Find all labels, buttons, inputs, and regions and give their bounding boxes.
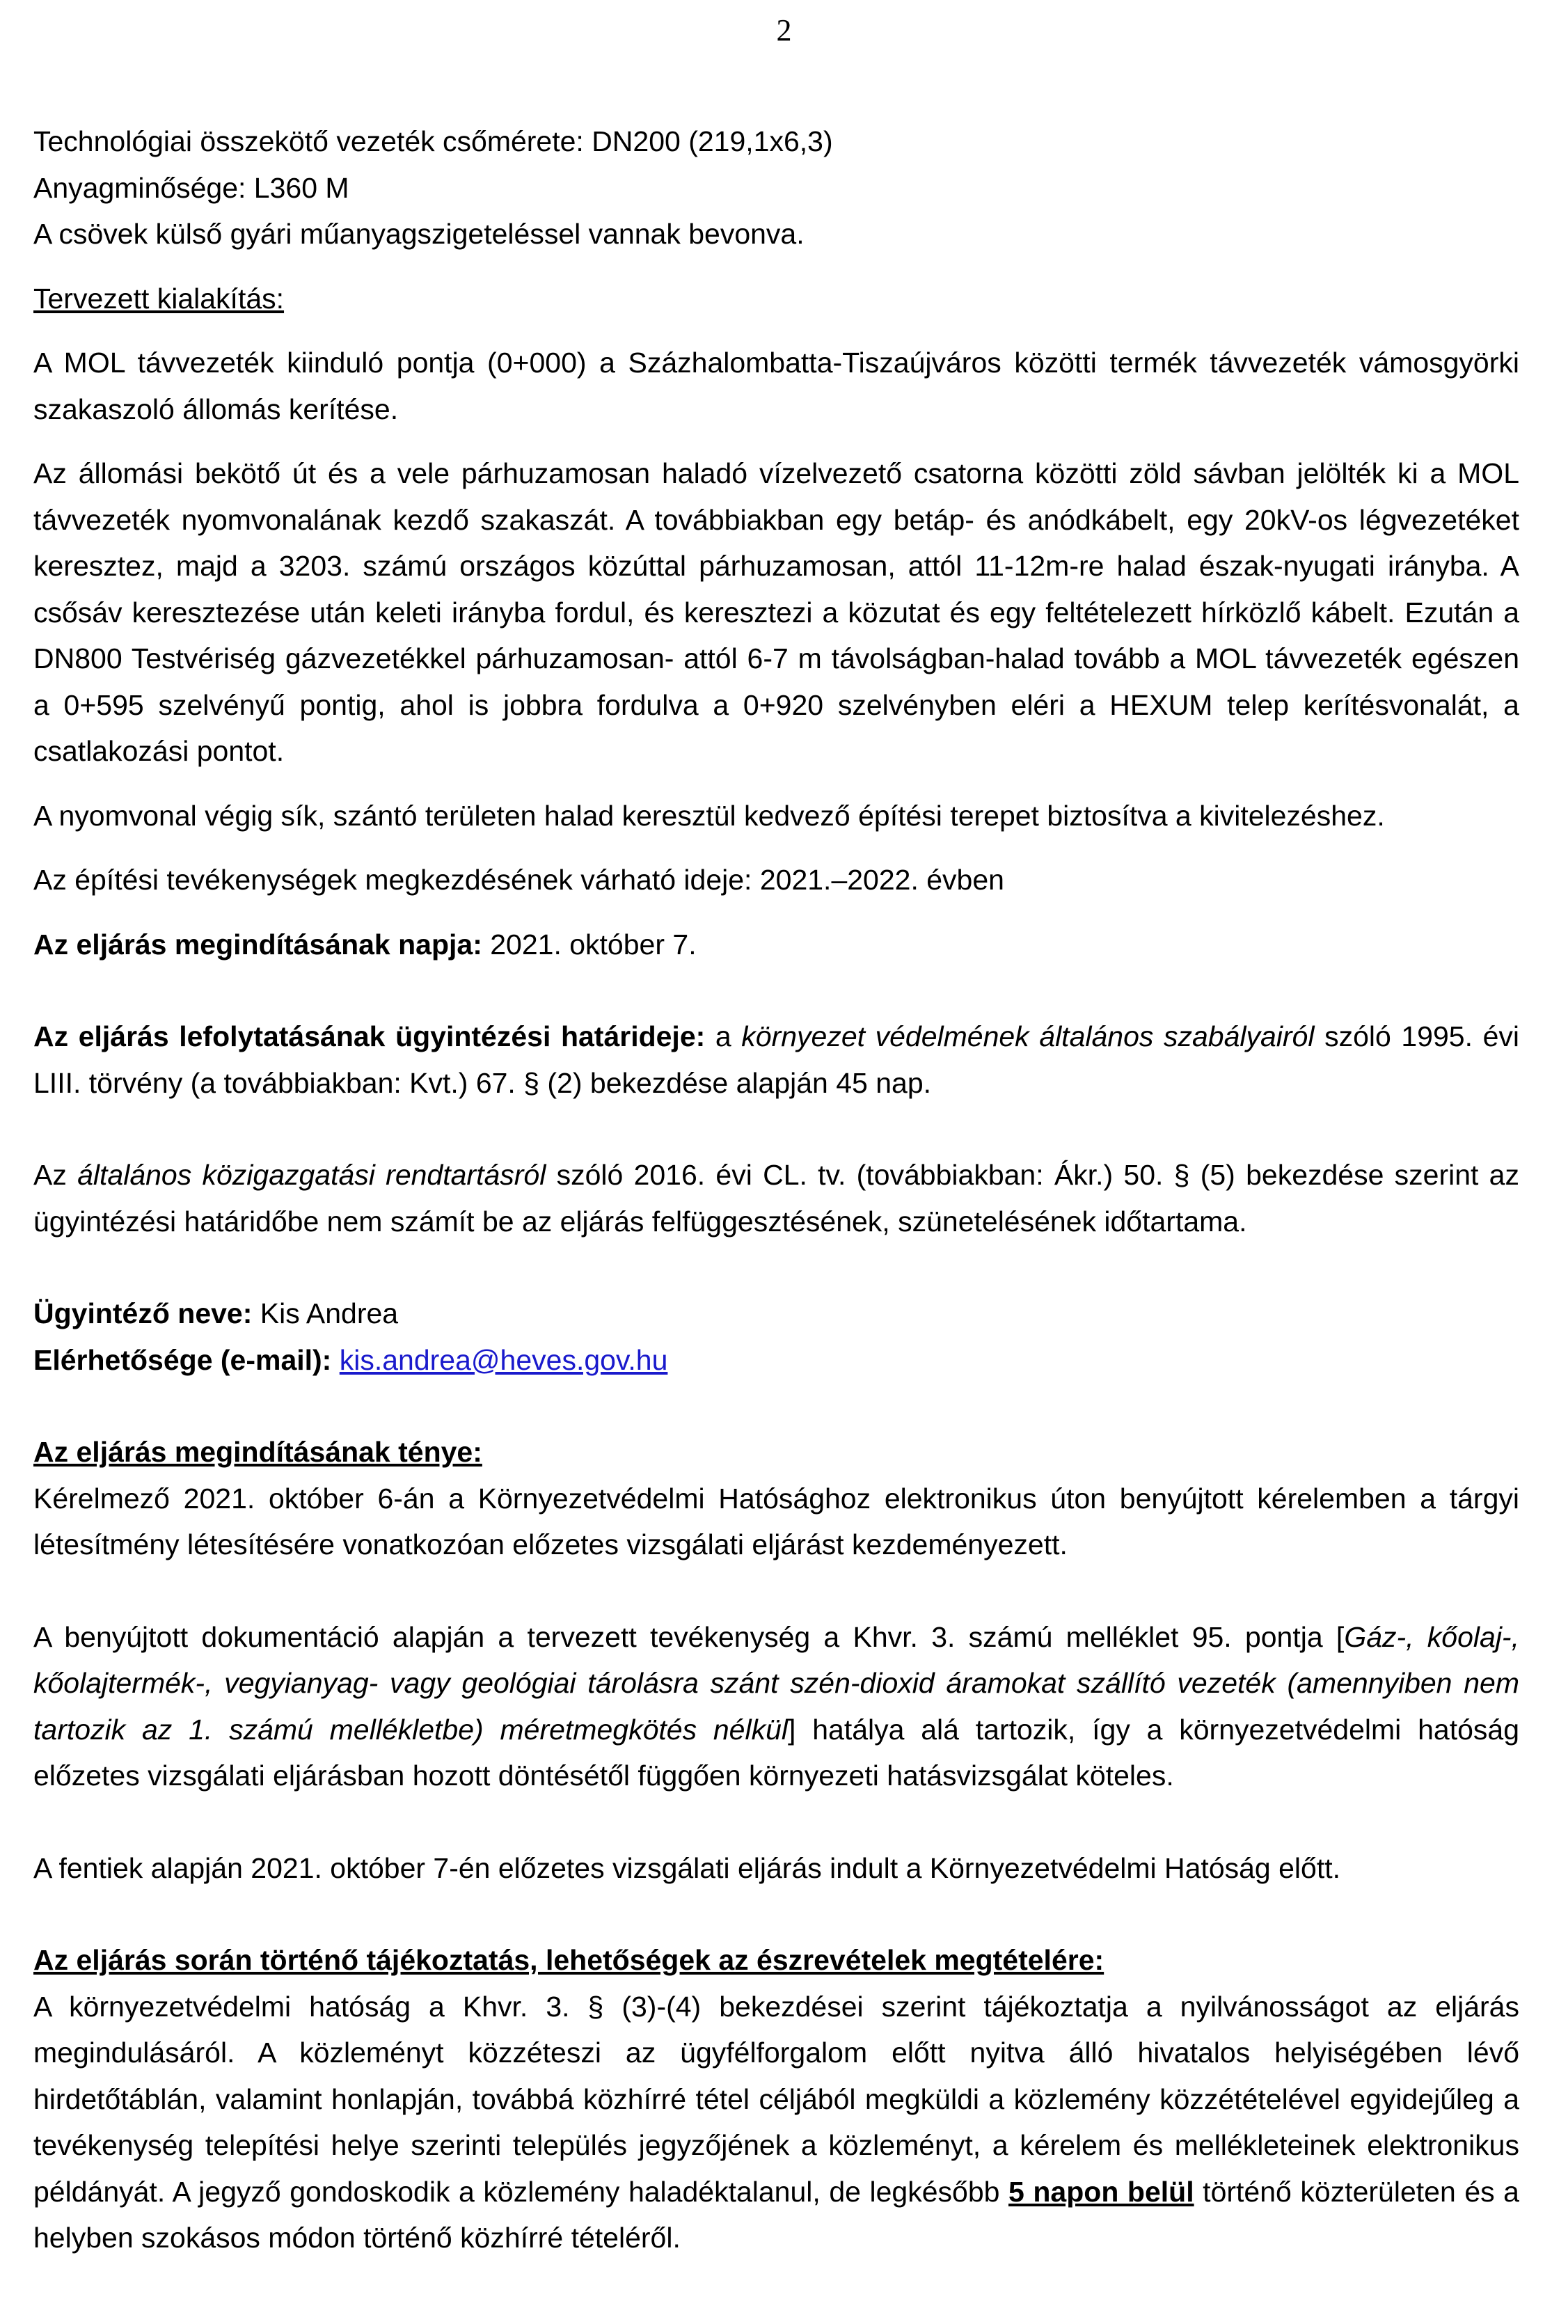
start-date-label: Az eljárás megindításának napja: (33, 928, 482, 961)
suspension-law-title: általános közigazgatási rendtartásról (77, 1159, 546, 1191)
fact-paragraph-1: Kérelmező 2021. október 6-án a Környezetvédelmi Hatósághoz elektronikus úton benyújtott kérelemben a tárgyi létesítmény létesítésére vonatkozóan előzetes vizsgálati eljárást kezdeményezett. (33, 1482, 1519, 1560)
contact-name (33, 1290, 1519, 1337)
info-text-b: történő közterületen és a helyben szokásos módon történő közhírré tételéről. (33, 2175, 1519, 2254)
start-date-value: 2021. október 7. (482, 928, 697, 961)
design-paragraph-2: Az állomási bekötő út és a vele párhuzamosan haladó vízelvezető csatorna közötti zöld sávban jelölték ki a MOL távvezeték nyomvonalának kezdő szakaszát. A továbbiakban egy betáp- és anódkábelt, egy 20kV-os légvezetéket keresztez, majd a 3203. számú országos közúttal párhuzamosan, attól 11-12m-re halad észak-nyugati irányba. A csősáv keresztezése után keleti irányba fordul, és keresztezi a közutat és egy feltételezett hírközlő kábelt. Ezután a DN800 Testvériség gázvezetékkel párhuzamosan- attól 6-7 m távolságban-halad tovább a MOL távvezeték egészen a 0+595 szelvényű pontig, ahol is jobbra fordulva a 0+920 szelvényben eléri a HEXUM telep kerítésvonalát, a csatlakozási pontot. (33, 457, 1519, 767)
start-date (33, 922, 1519, 968)
info-deadline-emphasis: 5 napon belül (1008, 2175, 1194, 2208)
deadline-paragraph (33, 1013, 1519, 1106)
document-body (33, 118, 1519, 2261)
coating-line: A csövek külső gyári műanyagszigeteléssel vannak bevonva. (33, 218, 805, 250)
suspension-paragraph (33, 1152, 1519, 1244)
fact-p2-text-b: ] hatálya alá tartozik, így a környezetvédelmi hatóság előzetes vizsgálati eljárásban hozott döntésétől függően környezeti hatásvizsgálat köteles. (33, 1713, 1519, 1792)
contact-email (33, 1337, 1519, 1384)
contact-name-label: Ügyintéző neve: (33, 1297, 253, 1329)
contact-block (33, 1290, 1519, 1383)
fact-heading: Az eljárás megindításának ténye: (33, 1436, 482, 1468)
fact-p2-text-a: A benyújtott dokumentáció alapján a tervezett tevékenység a Khvr. 3. számú melléklet 95. pontja [ (33, 1620, 1345, 1653)
info-text-a: A környezetvédelmi hatóság a Khvr. 3. § (3)-(4) bekezdései szerint tájékoztatja a nyilvánosságot az eljárás megindulásáról. A közleményt közzéteszi az ügyfélforgalom előtt nyitva álló hivatalos helyiségében lévő hirdetőtáblán, valamint honlapján, továbbá közhírré tétel céljából megküldi a közlemény közzétételével egyidejűleg a tevékenység telepítési helye szerinti település jegyzőjének a közleményt, a kérelem és mellékleteinek elektronikus példányát. A jegyző gondoskodik a közlemény haladéktalanul, de legkésőbb (33, 1990, 1519, 2208)
fact-p2-annex-quote: Gáz-, kőolaj-, kőolajtermék-, vegyianyag- vagy geológiai tárolásra szánt szén-dioxid áramokat szállító vezeték (amennyiben nem tartozik az 1. számú mellékletbe) méretmegkötés nélkül (33, 1620, 1519, 1746)
deadline-label: Az eljárás lefolytatásának ügyintézési határideje: (33, 1020, 706, 1052)
deadline-law-title: környezet védelmének általános szabályairól (741, 1020, 1315, 1052)
deadline-text-a: a (705, 1020, 742, 1052)
fact-paragraph-3: A fentiek alapján 2021. október 7-én előzetes vizsgálati eljárás indult a Környezetvédelmi Hatóság előtt. (33, 1851, 1341, 1884)
contact-email-label: Elérhetősége (e-mail): (33, 1343, 332, 1376)
page-number: 2 (776, 13, 792, 47)
material-line: Anyagminősége: L360 M (33, 171, 349, 204)
design-paragraph-4: Az építési tevékenységek megkezdésének várható ideje: 2021.–2022. évben (33, 864, 1004, 896)
deadline-text-b: szóló 1995. évi LIII. törvény (a továbbiakban: Kvt.) 67. § (2) bekezdése alapján 45 nap. (33, 1020, 1519, 1099)
suspension-text-b: szóló 2016. évi CL. tv. (továbbiakban: Ákr.) 50. § (5) bekezdése szerint az ügyintézési határidőbe nem számít be az eljárás felfüggesztésének, szünetelésének időtartama. (33, 1159, 1519, 1238)
contact-name-value: Kis Andrea (252, 1297, 399, 1329)
pipe-specs (33, 118, 1519, 258)
design-heading: Tervezett kialakítás: (33, 282, 285, 315)
pipe-size-line: Technológiai összekötő vezeték csőmérete: DN200 (219,1x6,3) (33, 125, 833, 157)
design-paragraph-3: A nyomvonal végig sík, szántó területen halad keresztül kedvező építési terepet biztosítva a kivitelezéshez. (33, 799, 1385, 832)
suspension-text-a: Az (33, 1159, 78, 1191)
info-heading: Az eljárás során történő tájékoztatás, lehetőségek az észrevételek megtételére: (33, 1944, 1104, 1976)
fact-paragraph-2 (33, 1614, 1519, 1799)
design-paragraph-1: A MOL távvezeték kiinduló pontja (0+000) a Százhalombatta-Tiszaújváros közötti termék távvezeték vámosgyörki szakaszoló állomás kerítése. (33, 347, 1519, 425)
email-link[interactable]: kis.andrea@heves.gov.hu (339, 1343, 668, 1376)
info-paragraph (33, 1984, 1519, 2261)
